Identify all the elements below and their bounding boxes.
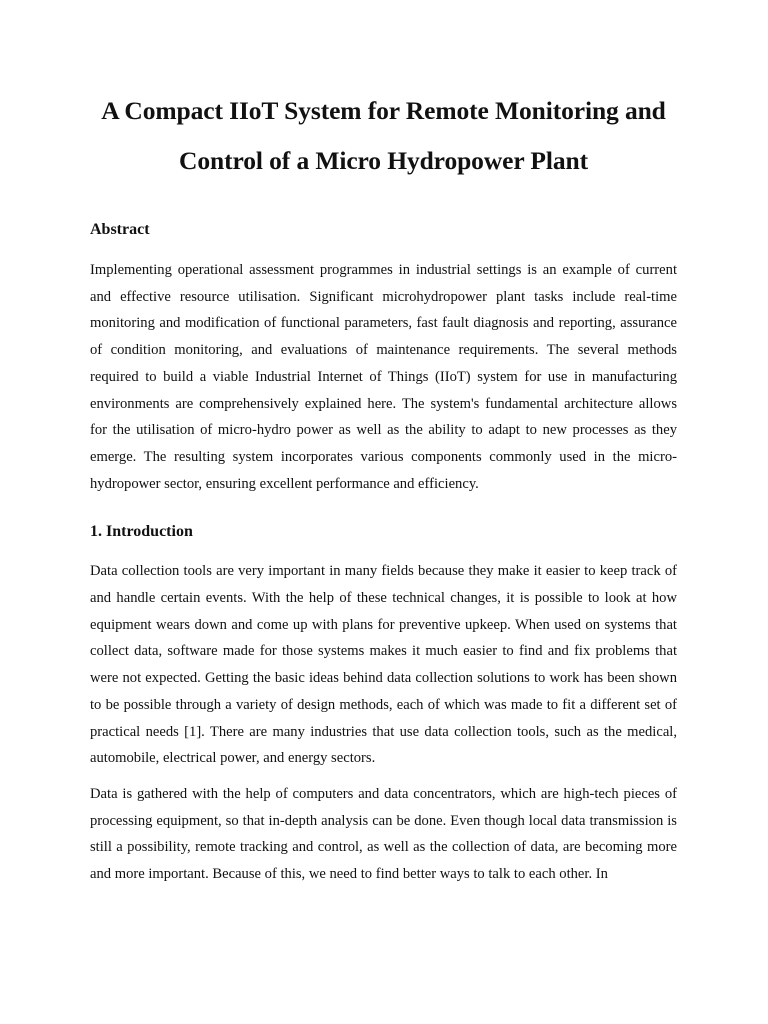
paper-title: A Compact IIoT System for Remote Monitoring and Control of a Micro Hydropower Plant bbox=[101, 96, 666, 175]
introduction-paragraph-1: Data collection tools are very important in many fields because they make it easier to keep track of and handle certain events. With the help of these technical changes, it is possible to look at how equipment wears down and come up with plans for preventive upkeep. When used on systems that collect data, software made for those systems makes it much easier to find and fix problems that were not expected. Getting the basic ideas behind data collection solutions to work has been shown to be possible through a variety of design methods, each of which was made to fit a different set of practical needs [1]. There are many industries that use data collection tools, such as the medical, automobile, electrical power, and energy sectors. bbox=[90, 563, 677, 767]
abstract-heading: Abstract bbox=[90, 221, 150, 238]
introduction-paragraph-2: Data is gathered with the help of computers and data concentrators, which are high-tech pieces of processing equipment, so that in-depth analysis can be done. Even though local data transmission is still a possibility, remote tracking and control, as well as the collection of data, are becoming more and more important. Because of this, we need to find better ways to talk to each other. In bbox=[90, 785, 677, 883]
introduction-heading: 1. Introduction bbox=[90, 523, 193, 541]
document-page bbox=[90, 86, 677, 888]
abstract-paragraph: Implementing operational assessment programmes in industrial settings is an example of current and effective resource utilisation. Significant microhydropower plant tasks include real-time monitoring and modification of functional parameters, fast fault diagnosis and reporting, assurance of condition monitoring, and evaluations of maintenance requirements. The several methods required to build a viable Industrial Internet of Things (IIoT) system for use in manufacturing environments are comprehensively explained here. The system's fundamental architecture allows for the utilisation of micro-hydro power as well as the ability to adapt to new processes as they emerge. The resulting system incorporates various components commonly used in the micro-hydropower sector, ensuring excellent performance and efficiency. bbox=[90, 262, 677, 492]
